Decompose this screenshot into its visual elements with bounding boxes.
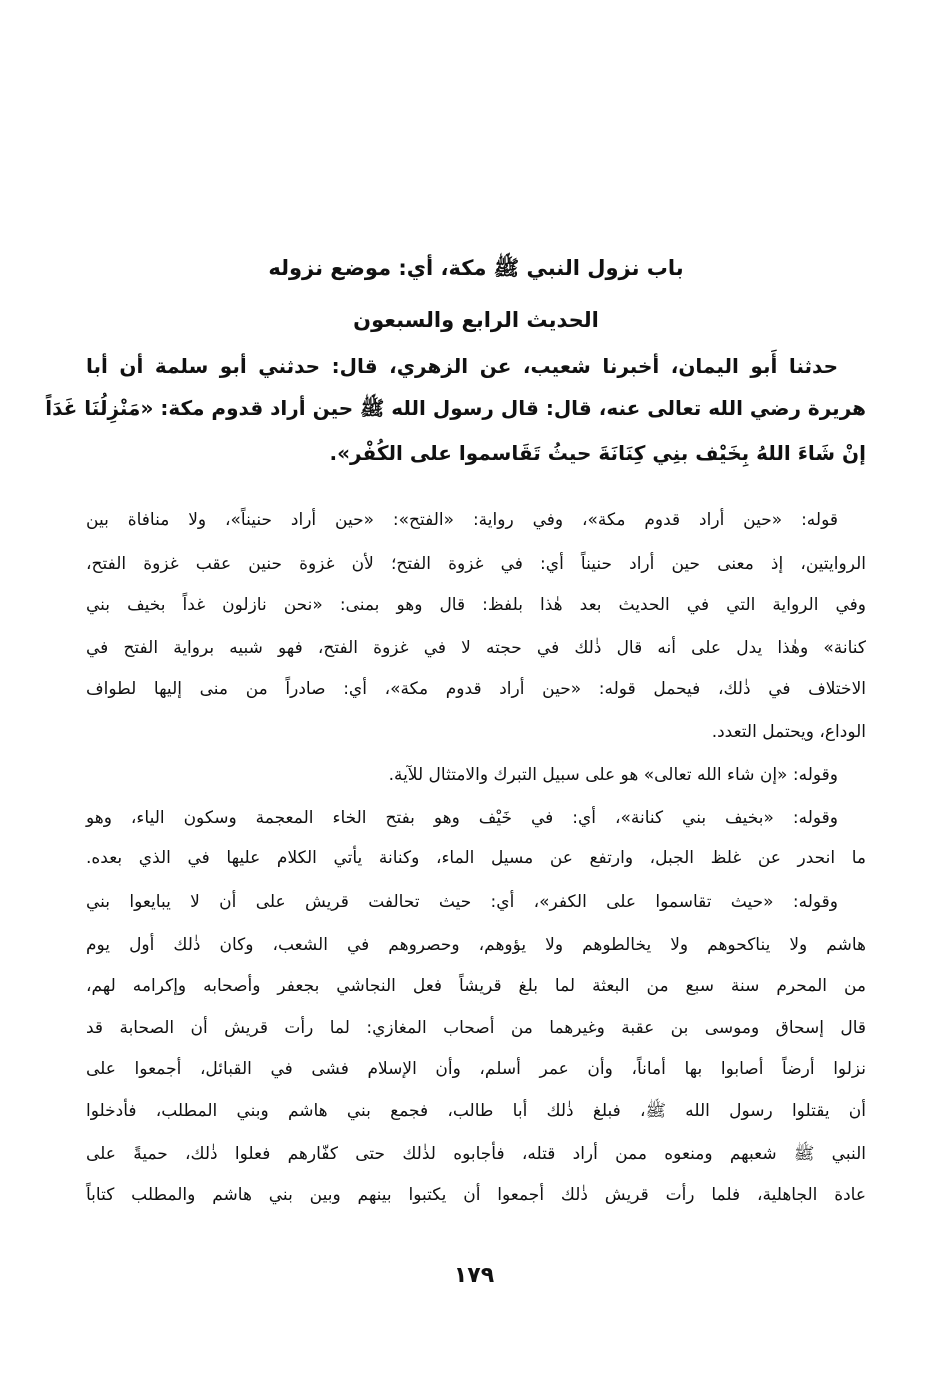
hadith-line: هريرة رضي الله تعالى عنه، قال: قال رسول الله ﷺ حين أراد قدوم مكة: «مَنْزِلُنَا غَدَاً <box>45 396 866 420</box>
commentary-line: قوله: «حين أراد قدوم مكة»، وفي رواية: «الفتح»: «حين أراد حنيناً»، ولا منافاة بين <box>86 510 838 530</box>
commentary-line: كنانة» وهٰذا يدل على أنه قال ذٰلك في حجته لا في غزوة الفتح، فهو شبيه برواية الفتح في <box>86 638 866 658</box>
commentary-line: قال إسحاق وموسى بن عقبة وغيرهما من أصحاب المغازي: لما رأت قريش أن الصحابة قد <box>86 1018 866 1038</box>
commentary-line: النبي ﷺ شعبهم ومنعوه ممن أراد قتله، فأجابوه لذٰلك حتى كفّارهم فعلوا ذٰلك، حميةً على <box>86 1144 866 1164</box>
commentary-line: وقوله: «إن شاء الله تعالى» هو على سبيل التبرك والامتثال للآية. <box>388 765 838 785</box>
commentary-line: الاختلاف في ذٰلك، فيحمل قوله: «حين أراد قدوم مكة»، أي: صادراً من منى إليها لطواف <box>86 679 866 699</box>
hadith-number-heading: الحديث الرابع والسبعون <box>353 308 599 332</box>
page-number: ١٧٩ <box>453 1263 495 1288</box>
commentary-line: نزلوا أرضاً أصابوا بها أماناً، وأن عمر أسلم، وأن الإسلام فشى في القبائل، أجمعوا على <box>86 1059 866 1079</box>
commentary-line: الروايتين، إذ معنى حين أراد حنيناً أي: في غزوة الفتح؛ لأن غزوة حنين عقب غزوة الفتح، <box>86 554 866 574</box>
commentary-line: وفي الرواية التي في الحديث بعد هٰذا بلفظ: قال وهو بمنى: «نحن نازلون غداً بخيف بني <box>86 595 866 615</box>
commentary-line: من المحرم سنة سبع من البعثة لما بلغ قريشاً فعل النجاشي بجعفر وأصحابه وإكرامه لهم، <box>86 976 866 996</box>
hadith-line: إنْ شَاءَ اللهُ بِخَيْف بنِي كِنَانَةَ حيثُ تَقَاسموا على الكُفْر». <box>329 441 866 465</box>
hadith-line: حدثنا أَبو اليمان، أخبرنا شعيب، عن الزهري، قال: حدثني أبو سلمة أن أبا <box>86 354 838 378</box>
commentary-line: هاشم ولا يناكحوهم ولا يخالطوهم ولا يؤوهم، وحصروهم في الشعب، وكان ذٰلك أول يوم <box>86 935 866 955</box>
commentary-line: أن يقتلوا رسول الله ﷺ، فبلغ ذٰلك أبا طالب، فجمع بني هاشم وبني المطلب، فأدخلوا <box>86 1101 866 1121</box>
commentary-line: عادة الجاهلية، فلما رأت قريش ذٰلك أجمعوا أن يكتبوا بينهم وبين بني هاشم والمطلب كتاباً <box>86 1185 866 1205</box>
commentary-line: ما انحدر عن غلظ الجبل، وارتفع عن مسيل الماء، وكنانة يأتي الكلام عليها في الذي بعده. <box>86 848 866 868</box>
chapter-title: باب نزول النبي ﷺ مكة، أي: موضع نزوله <box>268 256 684 280</box>
commentary-line: وقوله: «حيث تقاسموا على الكفر»، أي: حيث تحالفت قريش على أن لا يبايعوا بني <box>86 892 838 912</box>
commentary-line: الوداع، ويحتمل التعدد. <box>711 722 866 742</box>
commentary-line: وقوله: «بخيف بني كنانة»، أي: في خَيْف وهو بفتح الخاء المعجمة وسكون الياء، وهو <box>86 808 838 828</box>
